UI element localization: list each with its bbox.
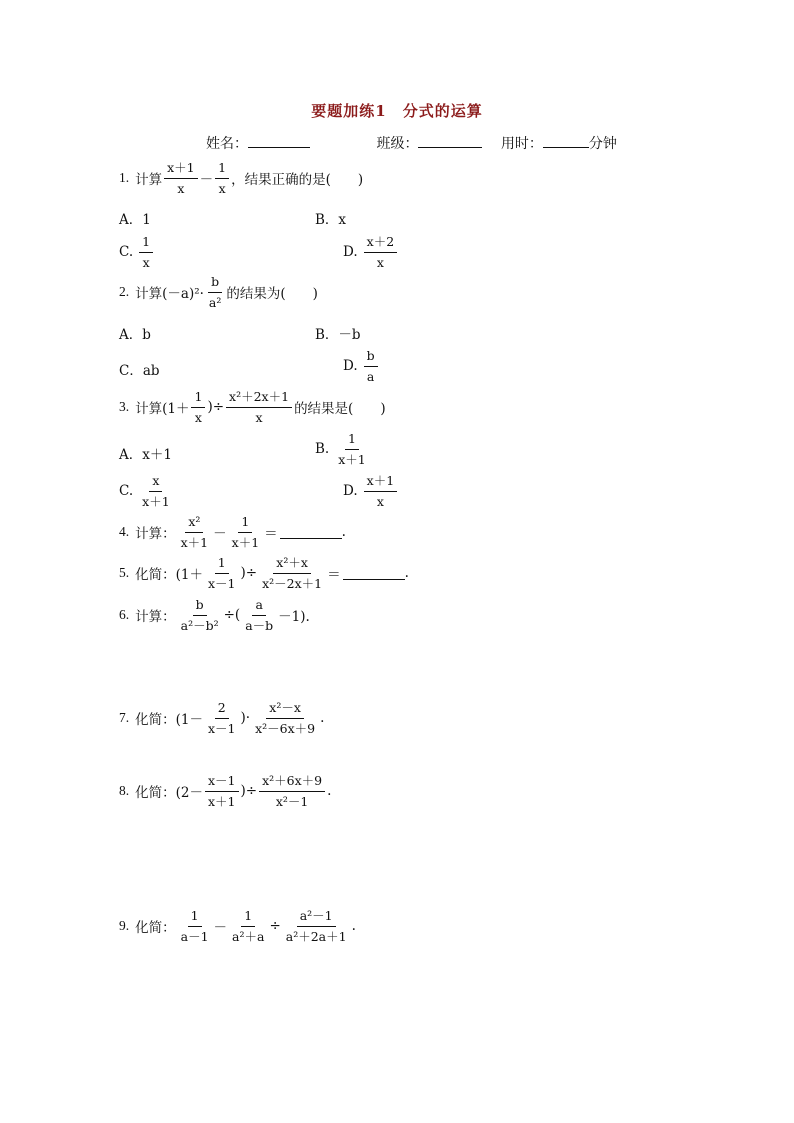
fraction: $\frac{\text{a²－1}}{\text{a²＋2a＋1}}$ bbox=[285, 908, 347, 944]
question-text: 计算： bbox=[135, 526, 176, 543]
operator: ÷( bbox=[223, 607, 241, 624]
q3-option-a[interactable]: A．x＋1 bbox=[119, 447, 172, 463]
fraction: $\frac{\text{x²－x}}{\text{x²－6x＋9}}$ bbox=[255, 700, 316, 736]
question-number: 7. bbox=[119, 710, 130, 726]
time-label: 用时： bbox=[500, 136, 543, 152]
question-number: 3. bbox=[119, 399, 130, 415]
answer-blank[interactable] bbox=[280, 526, 342, 539]
operator: － bbox=[199, 172, 214, 189]
q1-option-b[interactable]: B．x bbox=[315, 212, 347, 228]
fraction: $\frac{b}{\text{a²－b²}}$ bbox=[180, 597, 219, 633]
q3-option-d[interactable]: D. $\frac{x+1}{x}$ bbox=[343, 473, 399, 509]
question-number: 4. bbox=[119, 524, 130, 540]
operator: )÷ bbox=[207, 399, 225, 416]
question-2 bbox=[119, 274, 318, 310]
class-blank[interactable] bbox=[418, 134, 482, 148]
q1-option-d[interactable]: D. $\frac{x+2}{x}$ bbox=[343, 234, 399, 270]
fraction: $\frac{1}{x+1}$ bbox=[231, 514, 260, 550]
class-label: 班级： bbox=[376, 136, 419, 152]
fraction: $\frac{1}{x}$ bbox=[215, 160, 229, 196]
question-7 bbox=[119, 700, 324, 736]
fraction: $\frac{\text{x²＋2x＋1}}{x}$ bbox=[226, 389, 292, 425]
question-text: 计算： bbox=[135, 609, 176, 626]
operator: ÷ bbox=[269, 918, 281, 935]
period: . bbox=[320, 710, 325, 727]
operator: － bbox=[213, 920, 228, 937]
operator: )· bbox=[240, 710, 251, 727]
question-3 bbox=[119, 389, 386, 425]
fraction: $\frac{1}{x+1}$ bbox=[338, 431, 366, 467]
q3-option-b[interactable]: B. $\frac{1}{x+1}$ bbox=[315, 431, 371, 467]
fraction: $\frac{b}{a}$ bbox=[364, 348, 378, 384]
question-number: 1. bbox=[119, 170, 130, 186]
question-text: 计算 bbox=[135, 172, 163, 189]
q2-option-d[interactable]: D. $\frac{b}{a}$ bbox=[343, 348, 380, 384]
period: . bbox=[404, 565, 409, 582]
question-9 bbox=[119, 908, 356, 944]
fraction: $\frac{x-1}{x+1}$ bbox=[205, 773, 239, 809]
name-label: 姓名： bbox=[206, 136, 248, 152]
q2-option-a[interactable]: A．b bbox=[119, 327, 151, 343]
q2-option-b[interactable]: B．－b bbox=[315, 327, 361, 343]
page-title: 要题加练1 分式的运算 bbox=[311, 102, 483, 120]
student-info-row bbox=[206, 133, 617, 153]
fraction: $\frac{x+1}{x}$ bbox=[364, 473, 398, 509]
question-text: 计算(－a)²· bbox=[135, 286, 204, 303]
fraction: $\frac{\text{x²＋6x＋9}}{\text{x²－1}}$ bbox=[259, 773, 325, 809]
question-1 bbox=[119, 160, 363, 196]
fraction: $\frac{2}{x-1}$ bbox=[207, 700, 236, 736]
fraction: $\frac{x+1}{x}$ bbox=[164, 160, 198, 196]
question-5 bbox=[119, 555, 409, 591]
name-blank[interactable] bbox=[248, 134, 310, 148]
operator: － bbox=[213, 526, 227, 543]
fraction: $\frac{1}{\text{a²＋a}}$ bbox=[232, 908, 265, 944]
fraction: $\frac{1}{x}$ bbox=[191, 389, 205, 425]
question-text: －1). bbox=[278, 609, 310, 626]
question-text: 化简：(2－ bbox=[135, 785, 203, 802]
operator: )÷ bbox=[240, 565, 258, 582]
operator: ＝ bbox=[327, 567, 341, 584]
question-number: 5. bbox=[119, 565, 130, 581]
time-blank[interactable] bbox=[543, 134, 589, 148]
question-text: 计算(1＋ bbox=[135, 401, 190, 418]
question-number: 9. bbox=[119, 918, 130, 934]
period: . bbox=[327, 783, 332, 800]
question-number: 6. bbox=[119, 607, 130, 623]
operator: ＝ bbox=[264, 526, 278, 543]
fraction: $\frac{x}{x+1}$ bbox=[142, 473, 170, 509]
fraction: $\frac{\text{x²＋x}}{\text{x²－2x＋1}}$ bbox=[262, 555, 323, 591]
question-text: 化简：(1＋ bbox=[135, 567, 203, 584]
question-8 bbox=[119, 773, 331, 809]
question-text: 的结果为( ) bbox=[226, 286, 318, 303]
question-number: 8. bbox=[119, 783, 130, 799]
q1-option-c[interactable]: C. $\frac{1}{x}$ bbox=[119, 234, 155, 270]
question-6 bbox=[119, 597, 310, 633]
fraction: $\frac{a}{a-b}$ bbox=[245, 597, 274, 633]
fraction: $\frac{b}{\text{a²}}$ bbox=[208, 274, 222, 310]
fraction: $\frac{1}{x-1}$ bbox=[207, 555, 236, 591]
fraction: $\frac{1}{x}$ bbox=[139, 234, 153, 270]
fraction: $\frac{1}{a-1}$ bbox=[180, 908, 209, 944]
period: . bbox=[341, 524, 346, 541]
period: . bbox=[351, 918, 356, 935]
answer-blank[interactable] bbox=[343, 567, 405, 580]
fraction: $\frac{x+2}{x}$ bbox=[364, 234, 398, 270]
q1-option-a[interactable]: A．1 bbox=[119, 212, 151, 228]
question-text: 的结果是( ) bbox=[294, 401, 386, 418]
question-text: 化简： bbox=[135, 920, 176, 937]
question-text: ，结果正确的是( ) bbox=[231, 172, 364, 189]
q2-option-c[interactable]: C．ab bbox=[119, 363, 160, 379]
fraction: $\frac{\text{x²}}{x+1}$ bbox=[180, 514, 209, 550]
time-unit: 分钟 bbox=[588, 136, 617, 152]
operator: )÷ bbox=[240, 783, 258, 800]
question-4 bbox=[119, 514, 346, 550]
question-number: 2. bbox=[119, 284, 130, 300]
q3-option-c[interactable]: C. $\frac{x}{x+1}$ bbox=[119, 473, 175, 509]
question-text: 化简：(1－ bbox=[135, 712, 203, 729]
